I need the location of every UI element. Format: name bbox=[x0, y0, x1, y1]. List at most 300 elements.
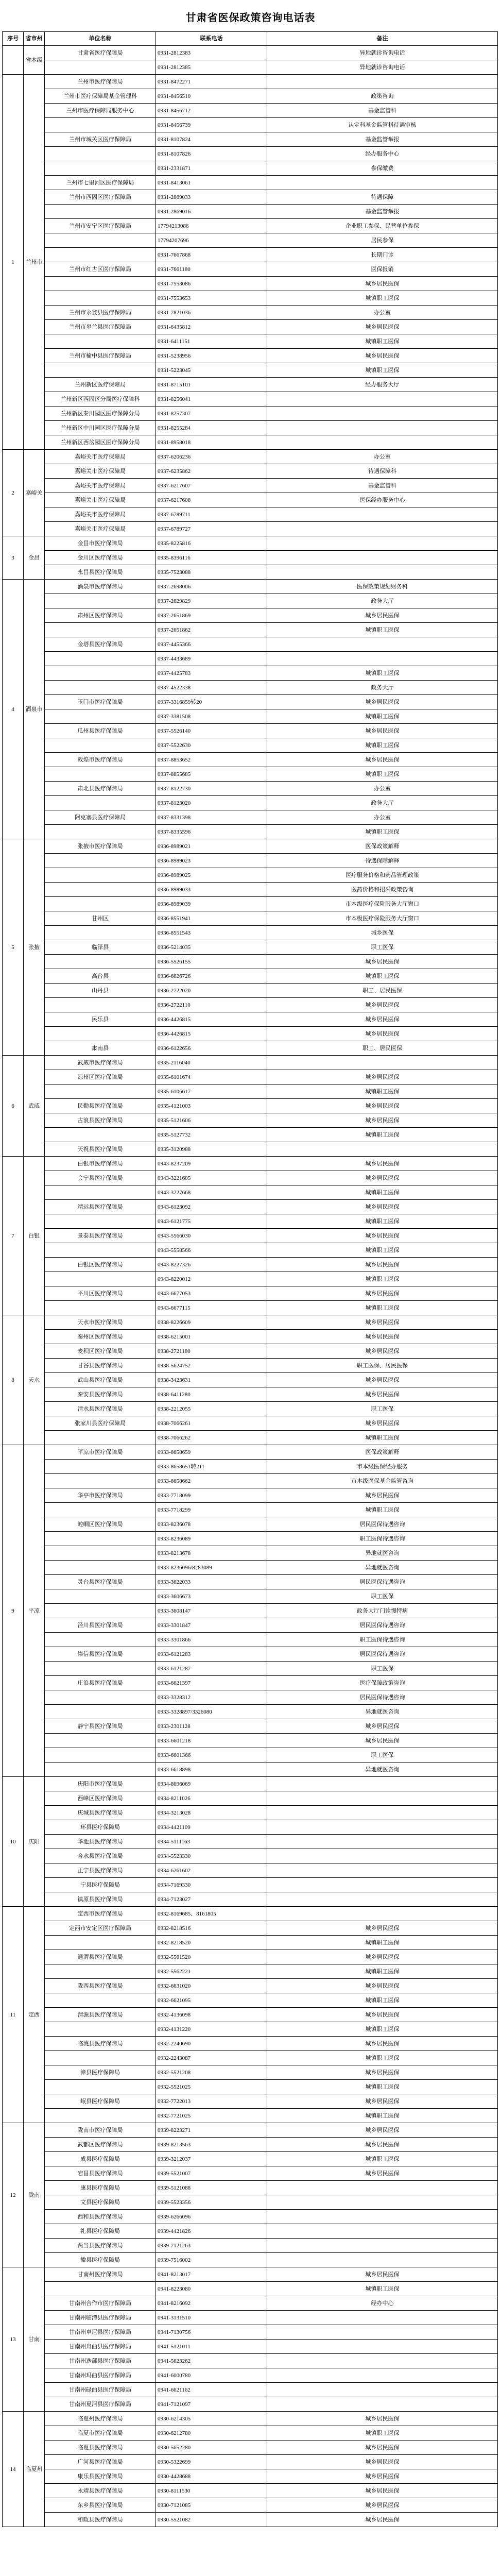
cell-phone: 0934-8696069 bbox=[156, 1777, 267, 1791]
table-row bbox=[3, 2224, 498, 2239]
cell-phone: 17794207696 bbox=[156, 233, 267, 248]
cell-note: 基金监管举报 bbox=[267, 205, 498, 219]
table-row bbox=[3, 1070, 498, 1084]
cell-unit: 宁县医疗保障局 bbox=[45, 1878, 156, 1892]
cell-unit bbox=[45, 334, 156, 349]
table-row bbox=[3, 1387, 498, 1402]
cell-unit: 古浪县医疗保障局 bbox=[45, 1113, 156, 1128]
cell-unit bbox=[45, 1532, 156, 1546]
cell-city: 平凉 bbox=[24, 1445, 45, 1777]
cell-unit bbox=[45, 248, 156, 262]
table-row bbox=[3, 291, 498, 306]
cell-phone: 0931-8456510 bbox=[156, 89, 267, 104]
cell-unit bbox=[45, 1705, 156, 1719]
cell-phone: 0938-8226609 bbox=[156, 1315, 267, 1330]
cell-seq: 7 bbox=[3, 1157, 24, 1315]
cell-phone: 0932-7722013 bbox=[156, 2094, 267, 2109]
cell-note: 城乡居民医保 bbox=[267, 1157, 498, 1171]
cell-unit bbox=[45, 998, 156, 1012]
cell-unit: 岷县医疗保障局 bbox=[45, 2094, 156, 2109]
table-row bbox=[3, 89, 498, 104]
cell-note bbox=[267, 536, 498, 551]
cell-note: 居民医保待遇咨询 bbox=[267, 1647, 498, 1662]
cell-unit bbox=[45, 681, 156, 695]
cell-unit: 华池县医疗保障局 bbox=[45, 1835, 156, 1849]
table-row bbox=[3, 709, 498, 724]
cell-note: 城镇职工医保 bbox=[267, 1431, 498, 1445]
cell-unit: 嘉峪关市医疗保障局 bbox=[45, 493, 156, 507]
cell-phone: 0937-8331398 bbox=[156, 810, 267, 825]
cell-phone: 0936-4426815 bbox=[156, 1012, 267, 1027]
table-row bbox=[3, 1820, 498, 1835]
cell-note: 城镇职工医保 bbox=[267, 709, 498, 724]
table-row bbox=[3, 911, 498, 926]
table-row bbox=[3, 1546, 498, 1561]
cell-note: 职工医保 bbox=[267, 1748, 498, 1762]
cell-phone: 0935-8225816 bbox=[156, 536, 267, 551]
table-row bbox=[3, 767, 498, 782]
table-row bbox=[3, 1012, 498, 1027]
cell-note: 城乡居民医保 bbox=[267, 1373, 498, 1387]
cell-unit bbox=[45, 883, 156, 897]
cell-unit: 甘南州舟曲县医疗保障局 bbox=[45, 2340, 156, 2354]
cell-phone: 0939-4421826 bbox=[156, 2224, 267, 2239]
cell-note: 职工、居民医保 bbox=[267, 984, 498, 998]
cell-phone: 0931-8413061 bbox=[156, 176, 267, 190]
cell-note: 城镇职工医保 bbox=[267, 1243, 498, 1258]
table-row bbox=[3, 1229, 498, 1243]
table-row bbox=[3, 796, 498, 810]
cell-phone: 0933-3328312 bbox=[156, 1690, 267, 1705]
table-row bbox=[3, 2368, 498, 2383]
cell-note: 城镇职工医保 bbox=[267, 767, 498, 782]
table-row bbox=[3, 623, 498, 637]
cell-phone: 0930-6214305 bbox=[156, 2412, 267, 2426]
cell-city: 庆阳 bbox=[24, 1777, 45, 1907]
cell-unit: 白银区医疗保障局 bbox=[45, 1258, 156, 1272]
table-row bbox=[3, 637, 498, 652]
cell-note bbox=[267, 2195, 498, 2210]
cell-phone: 0939-7516002 bbox=[156, 2253, 267, 2267]
cell-unit: 甘谷县医疗保障局 bbox=[45, 1359, 156, 1373]
cell-phone: 0936-8989021 bbox=[156, 839, 267, 854]
cell-phone: 0939-8213563 bbox=[156, 2138, 267, 2152]
cell-phone: 0931-2812383 bbox=[156, 46, 267, 60]
cell-note: 职工医保待遇咨询 bbox=[267, 1532, 498, 1546]
table-row bbox=[3, 406, 498, 421]
cell-phone: 0937-5522630 bbox=[156, 738, 267, 753]
cell-unit: 合水县医疗保障局 bbox=[45, 1849, 156, 1863]
cell-phone: 0930-8111530 bbox=[156, 2484, 267, 2498]
cell-unit: 成县医疗保障局 bbox=[45, 2152, 156, 2166]
cell-note: 城乡居民医保 bbox=[267, 277, 498, 291]
cell-note bbox=[267, 2210, 498, 2224]
cell-phone: 0931-2869016 bbox=[156, 205, 267, 219]
cell-unit: 玉门市医疗保障局 bbox=[45, 695, 156, 709]
cell-unit bbox=[45, 1690, 156, 1705]
table-row bbox=[3, 2123, 498, 2138]
cell-note bbox=[267, 2354, 498, 2368]
table-row bbox=[3, 2138, 498, 2152]
table-row bbox=[3, 1171, 498, 1185]
table-row bbox=[3, 262, 498, 277]
cell-phone: 0938-7066261 bbox=[156, 1416, 267, 1431]
cell-unit: 民勤县医疗保障局 bbox=[45, 1099, 156, 1113]
cell-unit bbox=[45, 118, 156, 132]
table-row bbox=[3, 147, 498, 161]
cell-note: 城乡居民医保 bbox=[267, 2123, 498, 2138]
table-row bbox=[3, 2412, 498, 2426]
cell-phone: 0931-8456739 bbox=[156, 118, 267, 132]
table-row bbox=[3, 1719, 498, 1734]
cell-unit bbox=[45, 1185, 156, 1200]
cell-note: 城镇职工医保 bbox=[267, 1084, 498, 1099]
cell-phone: 0937-4433689 bbox=[156, 652, 267, 666]
table-row bbox=[3, 608, 498, 623]
table-row bbox=[3, 507, 498, 522]
header-city: 省市州 bbox=[24, 32, 45, 46]
cell-note: 办公室 bbox=[267, 450, 498, 464]
table-row bbox=[3, 2253, 498, 2267]
table-row bbox=[3, 2354, 498, 2368]
table-row bbox=[3, 825, 498, 839]
cell-unit: 东乡县医疗保障局 bbox=[45, 2498, 156, 2513]
table-row bbox=[3, 1762, 498, 1777]
cell-unit: 徽县医疗保障局 bbox=[45, 2253, 156, 2267]
table-row bbox=[3, 363, 498, 378]
cell-phone: 0931-8472271 bbox=[156, 75, 267, 89]
cell-note: 职工医保 bbox=[267, 1589, 498, 1604]
cell-phone: 0939-3212037 bbox=[156, 2152, 267, 2166]
table-row bbox=[3, 955, 498, 969]
cell-unit: 兰州市西固区医疗保障局 bbox=[45, 190, 156, 205]
table-row bbox=[3, 2340, 498, 2354]
cell-unit: 兰州市永登县医疗保障局 bbox=[45, 306, 156, 320]
cell-phone: 0934-3213028 bbox=[156, 1806, 267, 1820]
cell-note bbox=[267, 435, 498, 450]
cell-unit: 庆城县医疗保障局 bbox=[45, 1806, 156, 1820]
table-row bbox=[3, 2008, 498, 2022]
cell-unit: 西峰区医疗保障局 bbox=[45, 1791, 156, 1806]
cell-unit: 正宁县医疗保障局 bbox=[45, 1863, 156, 1878]
cell-note: 参保缴费 bbox=[267, 161, 498, 176]
cell-note: 城乡居民医保 bbox=[267, 349, 498, 363]
cell-unit bbox=[45, 825, 156, 839]
cell-phone: 0941-3131510 bbox=[156, 2311, 267, 2325]
table-row bbox=[3, 493, 498, 507]
cell-unit: 甘南州碌曲县医疗保障局 bbox=[45, 2383, 156, 2397]
table-row bbox=[3, 1575, 498, 1589]
cell-phone: 0931-8255284 bbox=[156, 421, 267, 435]
table-row bbox=[3, 1027, 498, 1041]
cell-unit bbox=[45, 666, 156, 681]
table-row bbox=[3, 926, 498, 940]
table-header-row bbox=[3, 32, 498, 46]
table-row bbox=[3, 2484, 498, 2498]
cell-phone: 0936-8989033 bbox=[156, 883, 267, 897]
table-row bbox=[3, 551, 498, 565]
cell-unit: 兰州市医疗保障局服务中心 bbox=[45, 104, 156, 118]
cell-phone: 0933-3328897/3326080 bbox=[156, 1705, 267, 1719]
table-row bbox=[3, 2513, 498, 2527]
cell-phone: 0939-5523356 bbox=[156, 2195, 267, 2210]
table-row bbox=[3, 1705, 498, 1719]
table-row bbox=[3, 1200, 498, 1214]
cell-unit: 秦安县医疗保障局 bbox=[45, 1387, 156, 1402]
cell-phone: 0938-5624752 bbox=[156, 1359, 267, 1373]
table-row bbox=[3, 810, 498, 825]
cell-phone: 0932-2240690 bbox=[156, 2037, 267, 2051]
table-row bbox=[3, 1561, 498, 1575]
cell-note: 城乡居民医保 bbox=[267, 1099, 498, 1113]
cell-phone: 0937-4425783 bbox=[156, 666, 267, 681]
cell-unit: 高台县 bbox=[45, 969, 156, 984]
table-row bbox=[3, 753, 498, 767]
cell-phone: 0937-2629829 bbox=[156, 594, 267, 608]
cell-unit bbox=[45, 1027, 156, 1041]
table-row bbox=[3, 118, 498, 132]
cell-seq: 5 bbox=[3, 839, 24, 1056]
cell-note: 经办服务中心 bbox=[267, 147, 498, 161]
cell-unit bbox=[45, 1936, 156, 1950]
cell-unit: 张掖市医疗保障局 bbox=[45, 839, 156, 854]
cell-note: 基金监管科 bbox=[267, 104, 498, 118]
cell-note: 职工、居民医保 bbox=[267, 1041, 498, 1056]
table-row bbox=[3, 2455, 498, 2469]
cell-note bbox=[267, 1863, 498, 1878]
table-row bbox=[3, 1892, 498, 1907]
cell-note: 城乡居民医保 bbox=[267, 2267, 498, 2282]
cell-unit: 兰州市安宁区医疗保障局 bbox=[45, 219, 156, 233]
cell-note: 城乡居民医保 bbox=[267, 2166, 498, 2181]
table-row bbox=[3, 1373, 498, 1387]
cell-unit: 华亭市医疗保障局 bbox=[45, 1488, 156, 1503]
cell-unit bbox=[45, 2051, 156, 2065]
table-row bbox=[3, 1532, 498, 1546]
cell-phone: 0941-7130756 bbox=[156, 2325, 267, 2340]
cell-phone: 0933-8658662 bbox=[156, 1474, 267, 1488]
table-row bbox=[3, 132, 498, 147]
cell-unit: 和政县医疗保障局 bbox=[45, 2513, 156, 2527]
cell-unit bbox=[45, 897, 156, 911]
cell-phone: 0930-5322699 bbox=[156, 2455, 267, 2469]
cell-note: 政务大厅 bbox=[267, 594, 498, 608]
cell-unit: 临夏县医疗保障局 bbox=[45, 2441, 156, 2455]
cell-note: 城乡居民医保 bbox=[267, 1921, 498, 1936]
cell-note: 异地就医咨询 bbox=[267, 1546, 498, 1561]
cell-phone: 0931-5223045 bbox=[156, 363, 267, 378]
cell-note: 城乡居民医保 bbox=[267, 724, 498, 738]
cell-unit bbox=[45, 1431, 156, 1445]
table-row bbox=[3, 2426, 498, 2441]
cell-seq: 1 bbox=[3, 75, 24, 450]
cell-note: 城乡居民医保 bbox=[267, 2065, 498, 2080]
table-body bbox=[3, 46, 498, 2527]
cell-unit: 灵台县医疗保障局 bbox=[45, 1575, 156, 1589]
cell-phone: 0933-3301866 bbox=[156, 1633, 267, 1647]
cell-phone: 0935-6106617 bbox=[156, 1084, 267, 1099]
cell-unit: 定西市安定区医疗保障局 bbox=[45, 1921, 156, 1936]
table-row bbox=[3, 1589, 498, 1604]
table-row bbox=[3, 1359, 498, 1373]
table-row bbox=[3, 479, 498, 493]
document-title: 甘肃省医保政策咨询电话表 bbox=[185, 12, 316, 24]
cell-phone: 0937-8122730 bbox=[156, 782, 267, 796]
cell-unit bbox=[45, 1964, 156, 1979]
cell-note bbox=[267, 392, 498, 406]
cell-phone: 0939-8223271 bbox=[156, 2123, 267, 2138]
cell-phone: 0932-5562221 bbox=[156, 1964, 267, 1979]
cell-phone: 0935-6101674 bbox=[156, 1070, 267, 1084]
cell-phone: 0934-7169330 bbox=[156, 1878, 267, 1892]
table-row bbox=[3, 1315, 498, 1330]
table-row bbox=[3, 1488, 498, 1503]
cell-phone: 0933-3606673 bbox=[156, 1589, 267, 1604]
cell-unit: 阿克塞县医疗保障局 bbox=[45, 810, 156, 825]
cell-note bbox=[267, 1892, 498, 1907]
cell-note: 城乡居民医保 bbox=[267, 1387, 498, 1402]
cell-phone: 0935-5127732 bbox=[156, 1128, 267, 1142]
cell-phone: 0937-6217608 bbox=[156, 493, 267, 507]
cell-phone: 0932-5521208 bbox=[156, 2065, 267, 2080]
cell-unit: 兰州新区西固区分局医疗保障科 bbox=[45, 392, 156, 406]
header-phone: 联系电话 bbox=[156, 32, 267, 46]
cell-phone: 0933-7718099 bbox=[156, 1488, 267, 1503]
cell-unit bbox=[45, 1734, 156, 1748]
cell-note: 异地就医咨询 bbox=[267, 1705, 498, 1719]
cell-note bbox=[267, 2253, 498, 2267]
cell-phone: 0935-2116040 bbox=[156, 1056, 267, 1070]
cell-phone: 0937-3381508 bbox=[156, 709, 267, 724]
cell-note bbox=[267, 2397, 498, 2412]
cell-city: 酒泉市 bbox=[24, 580, 45, 839]
cell-phone: 0936-6122656 bbox=[156, 1041, 267, 1056]
cell-phone: 0941-5623262 bbox=[156, 2354, 267, 2368]
cell-unit: 肃南县 bbox=[45, 1041, 156, 1056]
cell-city: 白银 bbox=[24, 1157, 45, 1315]
cell-phone: 0931-7667868 bbox=[156, 248, 267, 262]
table-row bbox=[3, 349, 498, 363]
cell-phone: 0933-8658659 bbox=[156, 1445, 267, 1460]
table-row bbox=[3, 695, 498, 709]
cell-unit bbox=[45, 1128, 156, 1142]
cell-unit: 镇原县医疗保障局 bbox=[45, 1892, 156, 1907]
cell-note bbox=[267, 1806, 498, 1820]
cell-phone: 0931-2812385 bbox=[156, 60, 267, 75]
cell-unit: 武山县医疗保障局 bbox=[45, 1373, 156, 1387]
cell-note: 基金监管举报 bbox=[267, 132, 498, 147]
cell-city: 临夏州 bbox=[24, 2412, 45, 2527]
cell-unit: 陇西县医疗保障局 bbox=[45, 1979, 156, 1993]
table-row bbox=[3, 1503, 498, 1517]
table-row bbox=[3, 190, 498, 205]
cell-note bbox=[267, 2383, 498, 2397]
cell-unit: 靖远县医疗保障局 bbox=[45, 1200, 156, 1214]
table-row bbox=[3, 854, 498, 868]
cell-phone: 0931-7821036 bbox=[156, 306, 267, 320]
cell-phone: 0933-6121283 bbox=[156, 1647, 267, 1662]
cell-unit: 兰州新区秦川园区医疗保障分局 bbox=[45, 406, 156, 421]
table-row bbox=[3, 1777, 498, 1791]
cell-unit: 天水市医疗保障局 bbox=[45, 1315, 156, 1330]
cell-note: 城镇职工医保 bbox=[267, 2080, 498, 2094]
cell-note: 居民参保 bbox=[267, 233, 498, 248]
cell-phone: 17794213086 bbox=[156, 219, 267, 233]
cell-note bbox=[267, 1907, 498, 1921]
table-row bbox=[3, 161, 498, 176]
cell-phone: 0933-3301847 bbox=[156, 1618, 267, 1633]
cell-note: 城镇职工医保 bbox=[267, 1272, 498, 1286]
table-row bbox=[3, 1460, 498, 1474]
cell-phone: 0931-8715101 bbox=[156, 378, 267, 392]
cell-note: 城乡居民医保 bbox=[267, 1330, 498, 1344]
cell-unit bbox=[45, 767, 156, 782]
table-row bbox=[3, 248, 498, 262]
cell-phone: 0937-6235862 bbox=[156, 464, 267, 479]
cell-phone: 0930-7121085 bbox=[156, 2498, 267, 2513]
cell-unit bbox=[45, 868, 156, 883]
cell-unit bbox=[45, 363, 156, 378]
cell-unit: 甘南州医疗保障局 bbox=[45, 2267, 156, 2282]
cell-note: 城镇职工医保 bbox=[267, 1936, 498, 1950]
table-row bbox=[3, 1517, 498, 1532]
cell-note: 职工医保、居民医保 bbox=[267, 1359, 498, 1373]
cell-unit: 泾川县医疗保障局 bbox=[45, 1618, 156, 1633]
cell-unit: 瓜州县医疗保障局 bbox=[45, 724, 156, 738]
cell-note: 医保政策解释 bbox=[267, 1445, 498, 1460]
table-row bbox=[3, 2210, 498, 2224]
cell-unit: 秦州区医疗保障局 bbox=[45, 1330, 156, 1344]
cell-unit: 肃州区医疗保障局 bbox=[45, 608, 156, 623]
table-row bbox=[3, 1214, 498, 1229]
cell-note: 城乡居民医保 bbox=[267, 2412, 498, 2426]
cell-unit bbox=[45, 1662, 156, 1676]
cell-unit: 甘州区 bbox=[45, 911, 156, 926]
table-row bbox=[3, 2498, 498, 2513]
cell-phone: 0936-5214035 bbox=[156, 940, 267, 955]
cell-unit: 金川区医疗保障局 bbox=[45, 551, 156, 565]
cell-note bbox=[267, 637, 498, 652]
cell-note: 城乡居民医保 bbox=[267, 1719, 498, 1734]
cell-phone: 0932-5521025 bbox=[156, 2080, 267, 2094]
cell-note: 市本级医疗保险服务大厅窗口 bbox=[267, 911, 498, 926]
cell-unit bbox=[45, 623, 156, 637]
cell-phone: 0943-5558566 bbox=[156, 1243, 267, 1258]
cell-note: 城乡居民医保 bbox=[267, 1315, 498, 1330]
cell-phone: 0932-6631020 bbox=[156, 1979, 267, 1993]
cell-unit: 康乐县医疗保障局 bbox=[45, 2469, 156, 2484]
cell-note: 经办服务大厅 bbox=[267, 378, 498, 392]
cell-unit bbox=[45, 233, 156, 248]
cell-phone: 0943-6677053 bbox=[156, 1286, 267, 1301]
cell-unit: 清水县医疗保障局 bbox=[45, 1402, 156, 1416]
cell-note: 市本级医保基金监管咨询 bbox=[267, 1474, 498, 1488]
table-row bbox=[3, 1950, 498, 1964]
cell-note bbox=[267, 565, 498, 580]
cell-note: 城镇职工医保 bbox=[267, 2426, 498, 2441]
cell-unit bbox=[45, 1561, 156, 1575]
cell-unit: 敦煌市医疗保障局 bbox=[45, 753, 156, 767]
cell-unit bbox=[45, 291, 156, 306]
cell-note: 城镇职工医保 bbox=[267, 2282, 498, 2296]
cell-phone: 0933-3622033 bbox=[156, 1575, 267, 1589]
cell-note bbox=[267, 652, 498, 666]
cell-unit: 庄浪县医疗保障局 bbox=[45, 1676, 156, 1690]
table-row bbox=[3, 594, 498, 608]
table-row bbox=[3, 1907, 498, 1921]
cell-note: 医药价格和招采政策咨询 bbox=[267, 883, 498, 897]
cell-phone: 0933-8236078 bbox=[156, 1517, 267, 1532]
